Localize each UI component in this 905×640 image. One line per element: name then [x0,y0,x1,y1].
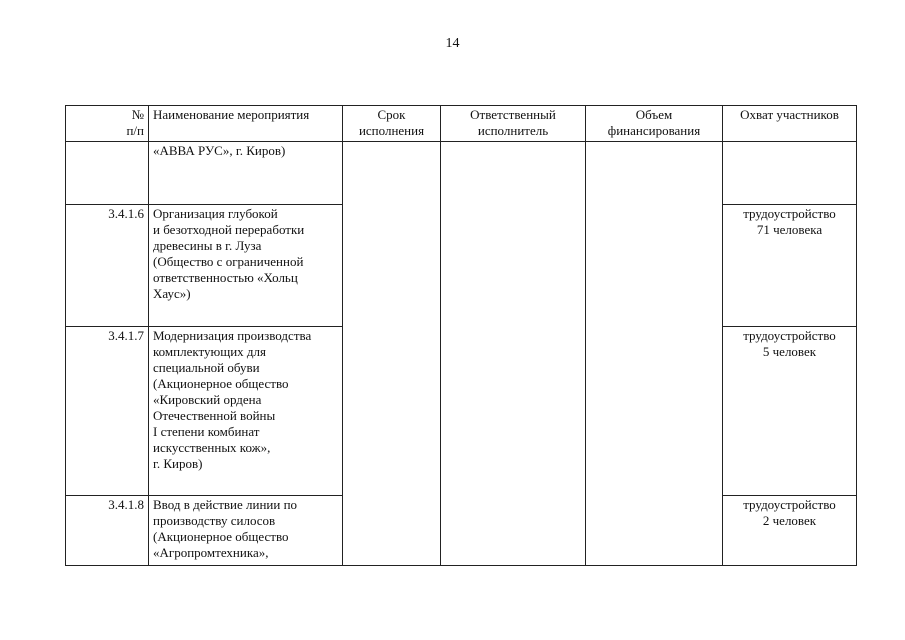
row-name: Ввод в действие линии по производству силосов (Акционерное общество «Агропромтехника», [149,496,343,566]
header-coverage: Охват участников [723,106,857,142]
row-name: Модернизация производства комплектующих для специальной обуви (Акционерное общество «Кировский ордена Отечественной войны I степени комбинат искусственных кож», г. Киров) [149,327,343,496]
row-num [66,142,149,205]
page-number: 14 [445,36,460,51]
header-term: Срок исполнения [343,106,441,142]
row-name: «АВВА РУС», г. Киров) [149,142,343,205]
funding-merged-cell [586,142,723,566]
header-num: № п/п [66,106,149,142]
term-merged-cell [343,142,441,566]
header-funding: Объем финансирования [586,106,723,142]
row-num: 3.4.1.8 [66,496,149,566]
row-name: Организация глубокой и безотходной переработки древесины в г. Луза (Общество с ограниченной ответственностью «Хольц Хаус») [149,205,343,327]
table-row [66,142,857,205]
row-coverage [723,142,857,205]
row-coverage: трудоустройство 5 человек [723,327,857,496]
row-coverage: трудоустройство 2 человек [723,496,857,566]
responsible-merged-cell [441,142,586,566]
header-responsible: Ответственный исполнитель [441,106,586,142]
row-num: 3.4.1.6 [66,205,149,327]
table-header-row [66,106,857,142]
header-name: Наименование мероприятия [149,106,343,142]
row-coverage: трудоустройство 71 человека [723,205,857,327]
row-num: 3.4.1.7 [66,327,149,496]
events-table [65,105,857,566]
